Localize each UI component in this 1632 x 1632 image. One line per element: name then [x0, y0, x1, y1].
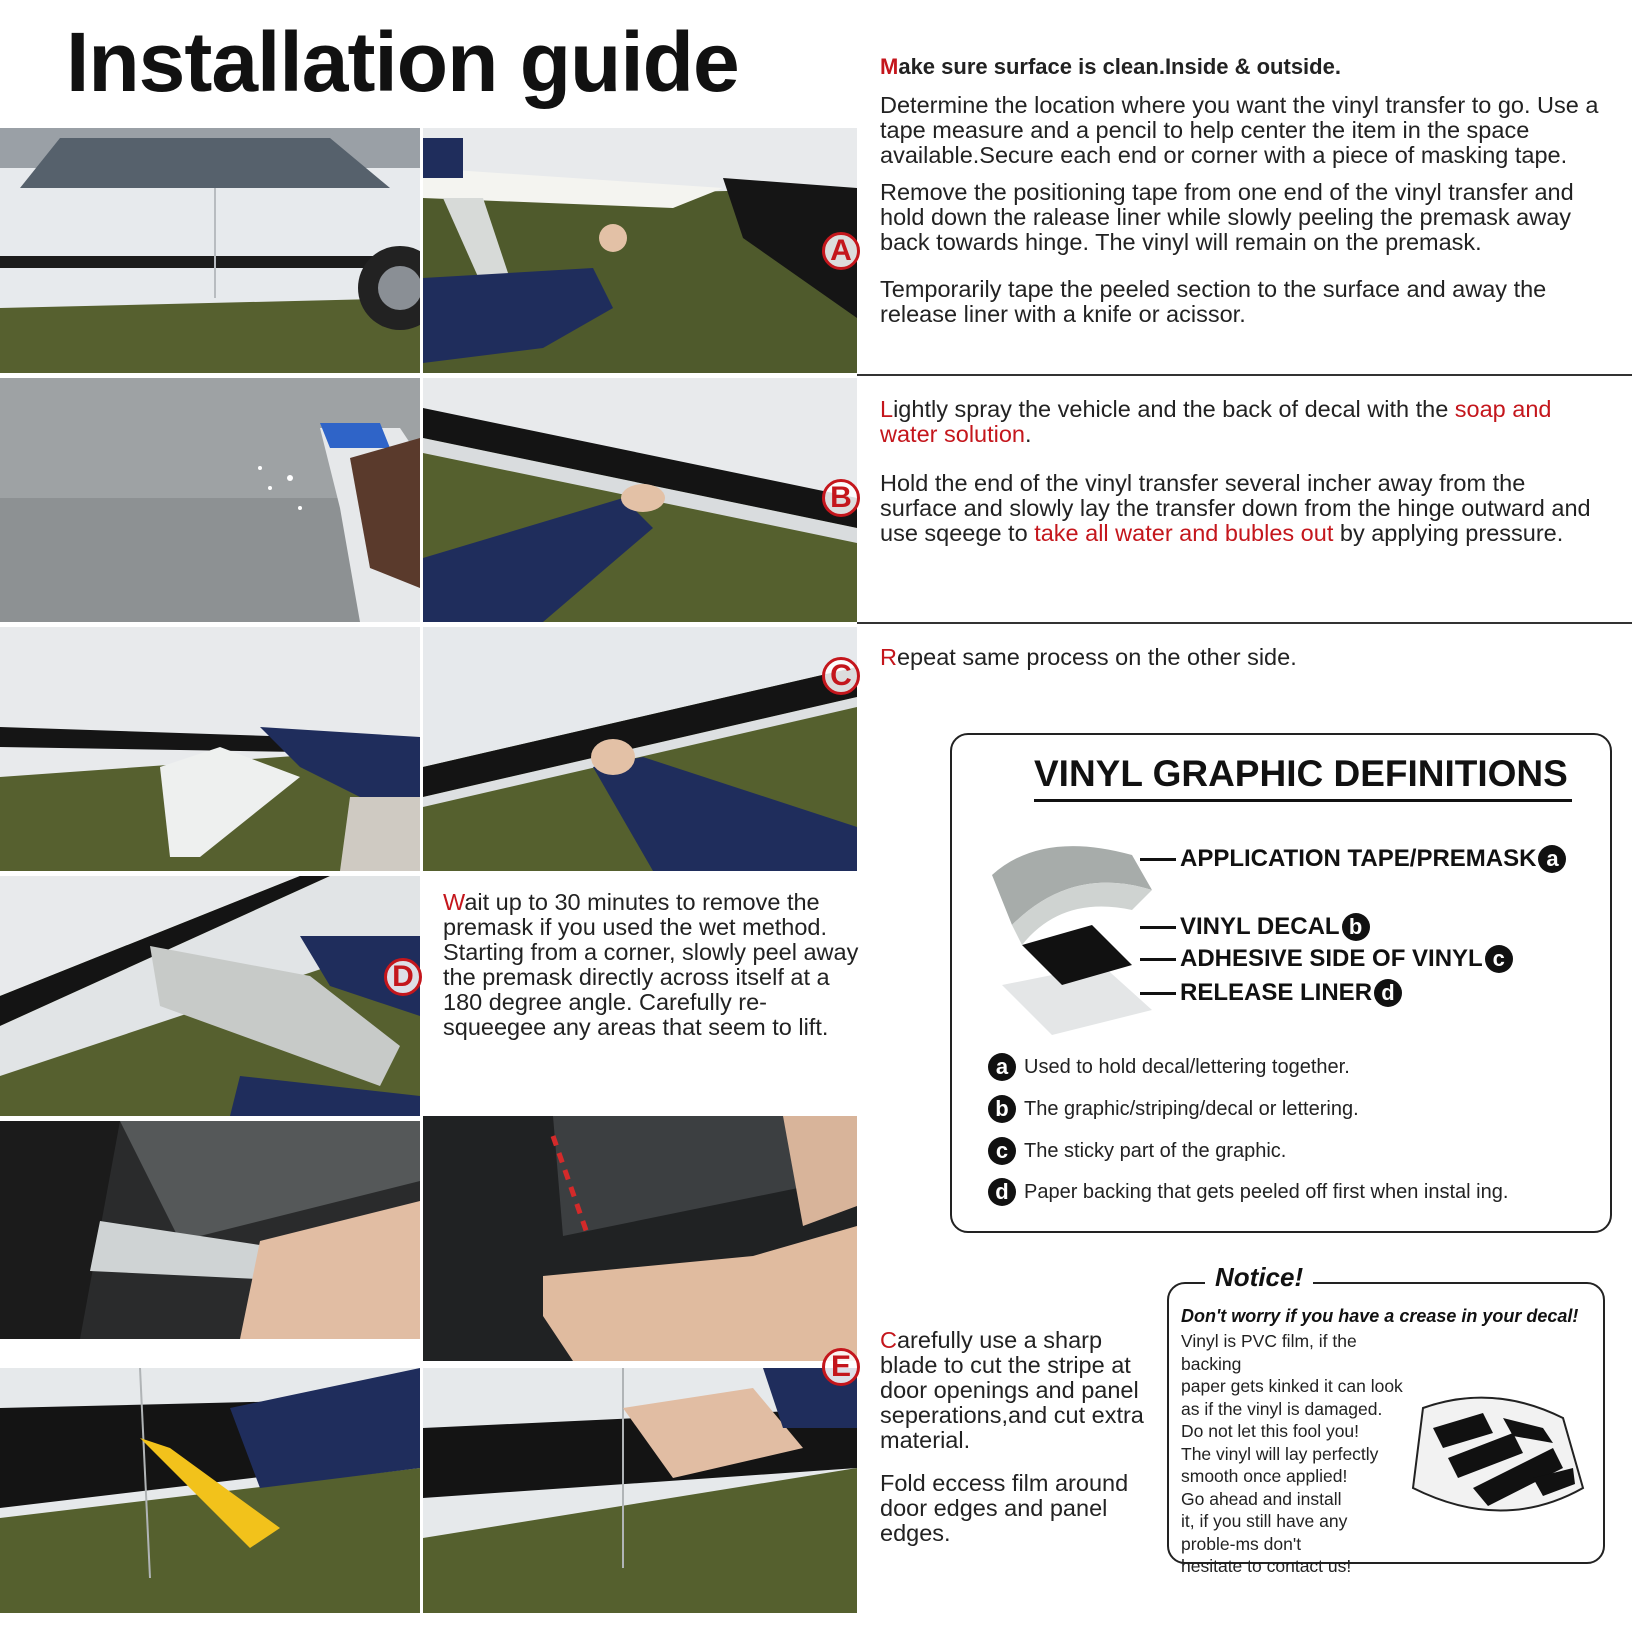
step-marker-a: A	[822, 232, 860, 270]
key-a-icon: a	[1538, 845, 1566, 873]
vinyl-definitions-box	[950, 733, 1612, 1233]
step-e-paragraph-1: Carefully use a sharp blade to cut the stripe at door openings and panel seperations,and cut extra material.	[880, 1327, 1144, 1453]
step-c-text: Repeat same process on the other side.	[880, 644, 1297, 670]
creased-decal-illustration	[1403, 1388, 1587, 1528]
step-b-text	[880, 397, 1605, 546]
notice-headline: Don't worry if you have a crease in your decal!	[1181, 1306, 1579, 1326]
divider-b	[857, 622, 1632, 624]
step-b-paragraph-2: Hold the end of the vinyl transfer several incher away from the surface and slowly lay the transfer down from the hinge outward and use sqeege to take all water and bubles out by applying pressure.	[880, 470, 1591, 546]
key-d-icon: d	[988, 1178, 1016, 1206]
key-a-icon: a	[988, 1053, 1016, 1081]
intro-block	[880, 54, 1618, 327]
step-b-paragraph-1: Lightly spray the vehicle and the back of decal with the soap and water solution.	[880, 396, 1552, 447]
step-marker-b: B	[822, 479, 860, 517]
layer-label-adhesive: ADHESIVE SIDE OF VINYL c	[1140, 945, 1513, 973]
step-e-paragraph-2: Fold eccess film around door edges and panel edges.	[880, 1470, 1129, 1546]
layer-label-premask: APPLICATION TAPE/PREMASK a	[1140, 845, 1566, 873]
photo-fold-edges	[423, 1368, 857, 1613]
step-marker-e: E	[822, 1348, 860, 1386]
definitions-heading: VINYL GRAPHIC DEFINITIONS	[1034, 753, 1568, 794]
photo-peel-premask	[423, 128, 857, 373]
definition-item-c: c The sticky part of the graphic.	[988, 1137, 1286, 1165]
photo-squeegee-lay	[423, 378, 857, 622]
intro-paragraph-3: Temporarily tape the peeled section to the surface and away the release liner with a knife or acissor.	[880, 276, 1547, 327]
notice-body: Vinyl is PVC film, if the backing paper gets kinked it can look as if the vinyl is damaged. Do not let this fool you! The vinyl will lay perfectly smooth once applied! Go ahead and install it, if you still have any proble-ms don't hesitate to contact us!	[1181, 1331, 1403, 1576]
notice-box	[1167, 1262, 1605, 1576]
photo-car-door-peel	[0, 627, 420, 871]
key-d-icon: d	[1374, 979, 1402, 1007]
layer-label-decal: VINYL DECAL b	[1140, 913, 1370, 941]
key-c-icon: c	[988, 1137, 1016, 1165]
step-marker-c: C	[822, 657, 860, 695]
definitions-underline	[1034, 799, 1572, 802]
intro-heading: Make sure surface is clean.Inside & outside.	[880, 54, 1341, 79]
photo-blade-cut	[0, 1121, 420, 1339]
notice-title: Notice!	[1205, 1262, 1313, 1293]
definition-item-d: d Paper backing that gets peeled off first when instal ing.	[988, 1178, 1508, 1206]
photo-squeegee-other-side	[423, 627, 857, 871]
photo-remove-premask	[0, 876, 420, 1116]
key-b-icon: b	[988, 1095, 1016, 1123]
step-d-text: Wait up to 30 minutes to remove the premask if you used the wet method. Starting from a corner, slowly peel away the premask directly across itself at a 180 degree angle. Carefully re-squeegee any areas that seem to lift.	[443, 889, 859, 1040]
step-marker-d: D	[384, 958, 422, 996]
layer-label-liner: RELEASE LINER d	[1140, 979, 1402, 1007]
page-title: Installation guide	[66, 15, 739, 109]
divider-a	[857, 374, 1632, 376]
intro-paragraph-2: Remove the positioning tape from one end of the vinyl transfer and hold down the ralease liner while slowly peeling the premask away back towards hinge. The vinyl will remain on the premask.	[880, 179, 1574, 255]
photo-spray-bottle	[0, 378, 420, 622]
step-e-text	[880, 1328, 1150, 1546]
photo-cut-door-gap	[0, 1368, 420, 1613]
photo-car-side	[0, 128, 420, 373]
photo-press-edge	[423, 1116, 857, 1361]
key-c-icon: c	[1485, 945, 1513, 973]
intro-paragraph-1: Determine the location where you want the vinyl transfer to go. Use a tape measure and a pencil to help center the item in the space available.Secure each end or corner with a piece of masking tape.	[880, 92, 1599, 168]
definition-item-b: b The graphic/striping/decal or lettering.	[988, 1095, 1359, 1123]
key-b-icon: b	[1342, 913, 1370, 941]
definition-item-a: a Used to hold decal/lettering together.	[988, 1053, 1350, 1081]
